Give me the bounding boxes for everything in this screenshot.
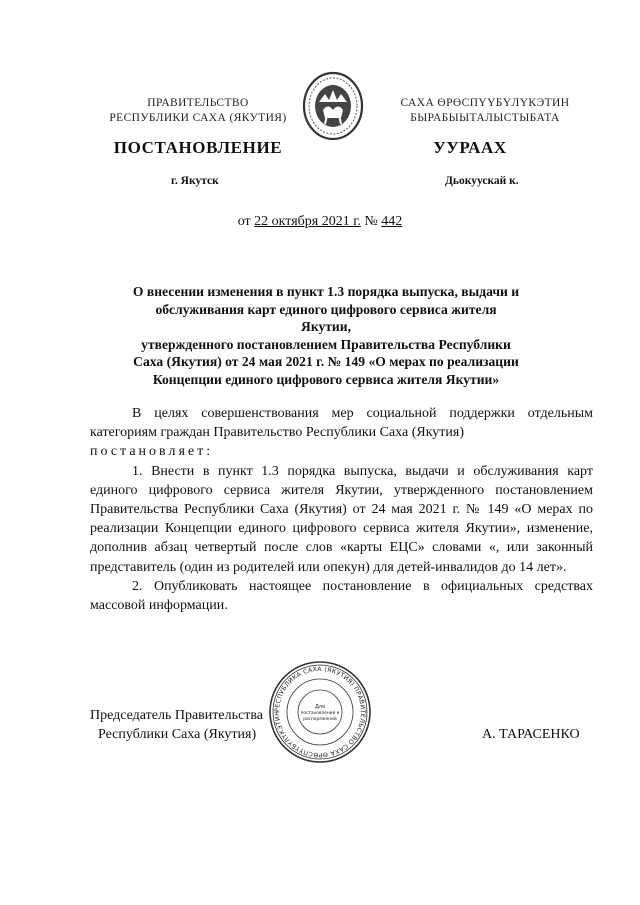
item-2-paragraph: 2. Опубликовать настоящее постановление в официальных средствах массовой информации.	[90, 578, 593, 614]
number-sign: №	[364, 214, 378, 229]
intro-paragraph	[90, 404, 593, 462]
title-line: Концепции единого цифрового сервиса жителя Якутии»	[152, 371, 500, 387]
stamp-center-line2: постановлений и	[300, 711, 340, 716]
stamp-ring-text: РЕСПУБЛИКА САХА (ЯКУТИЯ) ПРАВИТЕЛЬСТВО САХА ӨРӨСПҮҮБҮЛҮКЭТИН	[273, 665, 367, 759]
decree-number: 442	[381, 214, 403, 229]
header-right-block	[378, 96, 592, 126]
position-line1: Председатель Правительства	[90, 708, 263, 723]
doc-type-ru: ПОСТАНОВЛЕНИЕ	[113, 138, 283, 157]
government-name-sakha-line1: САХА ӨРӨСПҮҮБҮЛҮКЭТИН	[400, 97, 570, 109]
decree-date: 22 октября 2021 г.	[254, 214, 361, 229]
coat-of-arms-emblem	[301, 70, 365, 142]
decree-word: постановляет:	[90, 444, 214, 460]
official-stamp	[268, 660, 372, 764]
government-name-sakha-line2: БЫРАБЫЫТАЛЫСТЫБАТА	[410, 112, 560, 124]
title-line: обслуживания карт единого цифрового сервиса жителя Якутии,	[155, 301, 497, 334]
title-line: утвержденного постановлением Правительства Республики	[141, 336, 511, 352]
government-name-ru-line2: РЕСПУБЛИКИ САХА (ЯКУТИЯ)	[109, 112, 287, 124]
city-ru: г. Якутск	[171, 175, 219, 187]
decree-title	[130, 283, 522, 388]
signatory-name: А. ТАРАСЕНКО	[482, 727, 580, 742]
date-prefix: от	[237, 214, 251, 229]
header-left-block	[100, 96, 296, 126]
stamp-center-line3: распоряжений	[303, 717, 337, 722]
position-line2: Республики Саха (Якутия)	[98, 727, 257, 742]
city-sakha: Дьокуускай к.	[445, 175, 519, 187]
intro-text: В целях совершенствования мер социальной поддержки отдельным категориям граждан Правительство Республики Саха (Якутия)	[90, 406, 593, 441]
signatory-position	[90, 706, 263, 744]
title-line: Саха (Якутия) от 24 мая 2021 г. № 149 «О мерах по реализации	[133, 354, 519, 369]
date-number-line	[0, 214, 640, 230]
decree-body	[90, 404, 593, 615]
doc-type-sakha: УУРААХ	[433, 138, 507, 157]
government-name-ru-line1: ПРАВИТЕЛЬСТВО	[147, 97, 249, 109]
stamp-center-line1: Для	[315, 705, 325, 710]
item-1-paragraph: 1. Внести в пункт 1.3 порядка выпуска, выдачи и обслуживания карт единого цифрового сервиса жителя Якутии, утвержденного постановлением Правительства Республики Саха (Якутия) от 24 мая 2021 г. № 149 «О мерах по реализации Концепции единого цифрового сервиса жителя Якутии», изменение, дополнив абзац четвертый после слов «карты ЕЦС» словами «, или законный представитель (один из родителей или опекун) для детей-инвалидов до 14 лет».	[90, 463, 593, 575]
title-line: О внесении изменения в пункт 1.3 порядка выпуска, выдачи и	[132, 284, 520, 299]
